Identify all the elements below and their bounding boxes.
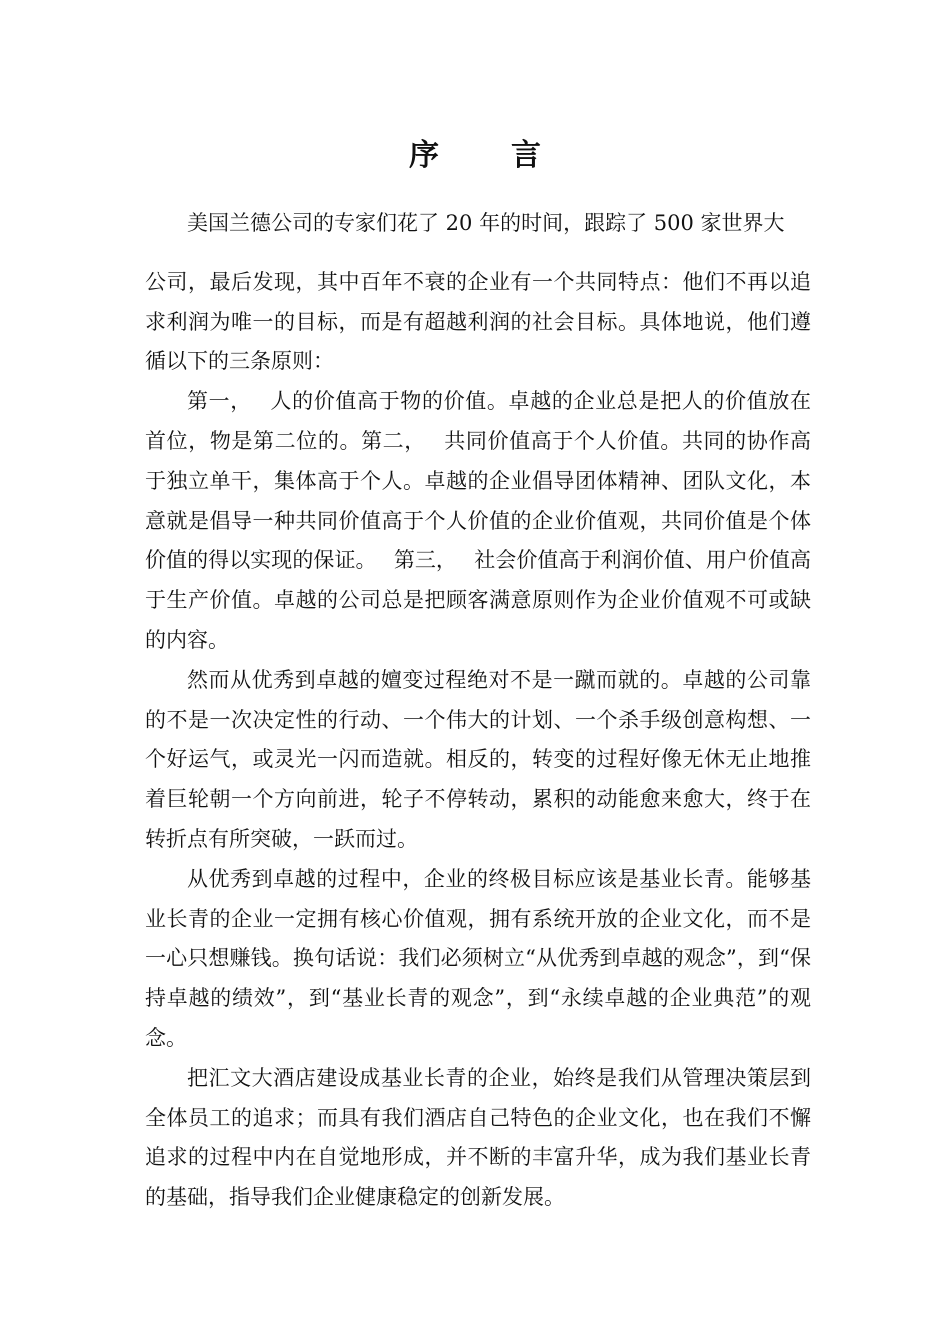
paragraph-1 [145, 204, 811, 382]
paragraph-1-first-line: 美国兰德公司的专家们花了 20 年的时间，跟踪了 500 家世界大 [187, 211, 785, 235]
paragraph-5: 把汇文大酒店建设成基业长青的企业，始终是我们从管理决策层到全体员工的追求；而具有我们酒店自己特色的企业文化，也在我们不懈追求的过程中内在自觉地形成，并不断的丰富升华，成为我们基业长青的基础，指导我们企业健康稳定的创新发展。 [145, 1065, 811, 1210]
preface-body [145, 204, 811, 1218]
paragraph-1-rest: 公司，最后发现，其中百年不衰的企业有一个共同特点：他们不再以追求利润为唯一的目标，而是有超越利润的社会目标。具体地说，他们遵循以下的三条原则： [145, 269, 811, 374]
page-title [0, 136, 950, 176]
paragraph-4: 从优秀到卓越的过程中，企业的终极目标应该是基业长青。能够基业长青的企业一定拥有核心价值观，拥有系统开放的企业文化，而不是一心只想赚钱。换句话说：我们必须树立“从优秀到卓越的观念”，到“保持卓越的绩效”，到“基业长青的观念”，到“永续卓越的企业典范”的观念。 [145, 866, 811, 1050]
title-char-1: 序 [409, 138, 439, 173]
title-char-2: 言 [511, 138, 541, 173]
paragraph-3: 然而从优秀到卓越的嬗变过程绝对不是一蹴而就的。卓越的公司靠的不是一次决定性的行动、一个伟大的计划、一个杀手级创意构想、一个好运气，或灵光一闪而造就。相反的，转变的过程好像无休无止地推着巨轮朝一个方向前进，轮子不停转动，累积的动能愈来愈大，终于在转折点有所突破，一跃而过。 [145, 667, 811, 851]
paragraph-2: 第一， 人的价值高于物的价值。卓越的企业总是把人的价值放在首位，物是第二位的。第二， 共同价值高于个人价值。共同的协作高于独立单干，集体高于个人。卓越的企业倡导团体精神、团队文化，本意就是倡导一种共同价值高于个人价值的企业价值观，共同价值是个体价值的得以实现的保证。 第三， 社会价值高于利润价值、用户价值高于生产价值。卓越的公司总是把顾客满意原则作为企业价值观不可或缺的内容。 [145, 389, 811, 652]
